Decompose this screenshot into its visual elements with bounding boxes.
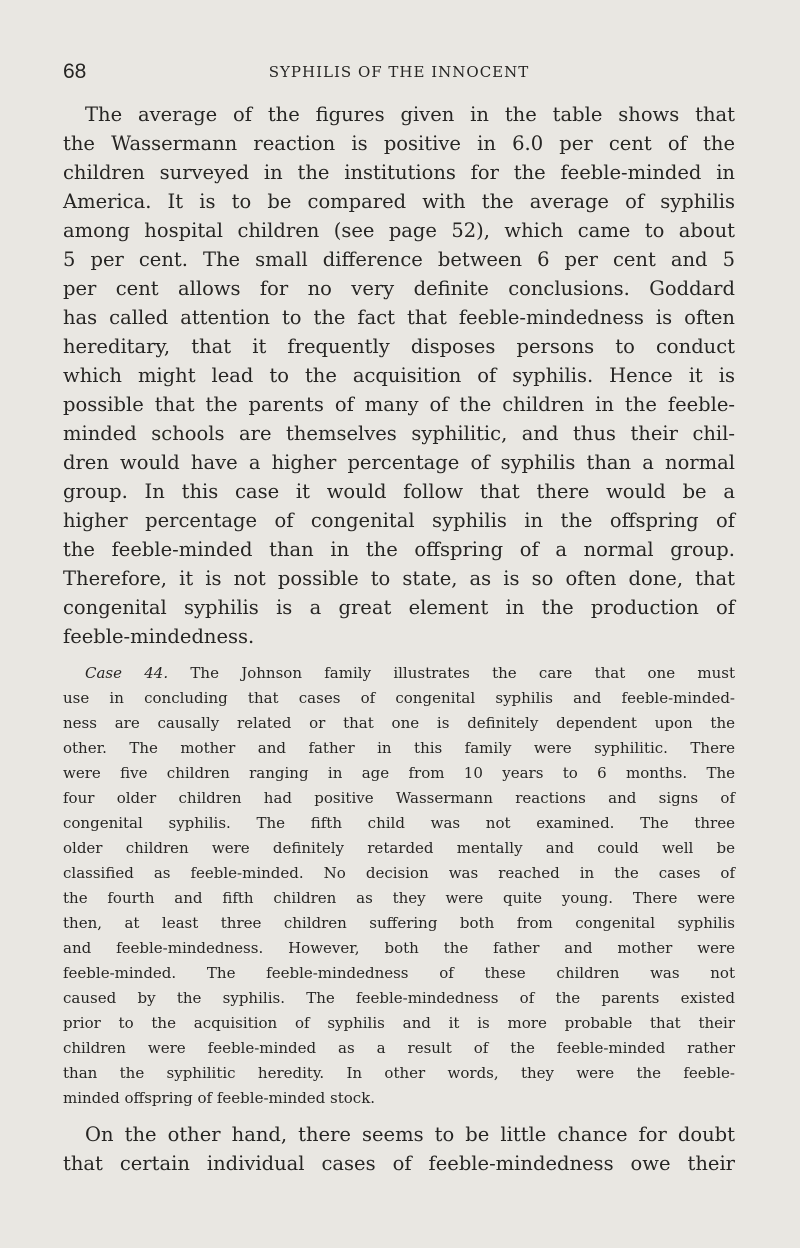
paragraph-average-figures <box>63 100 735 651</box>
text-line: than the syphilitic heredity. In other words, they were the feeble- <box>63 1064 735 1082</box>
text-line: per cent allows for no very definite conclusions. Goddard <box>63 277 735 300</box>
text-line: dren would have a higher percentage of syphilis than a normal <box>63 451 735 474</box>
text-line: the Wassermann reaction is positive in 6.0 per cent of the <box>63 132 735 155</box>
text-line: classified as feeble-minded. No decision was reached in the cases of <box>63 864 735 882</box>
text-line: among hospital children (see page 52), which came to about <box>63 219 735 242</box>
text-line: hereditary, that it frequently disposes persons to conduct <box>63 335 735 358</box>
text-line: and feeble-mindedness. However, both the father and mother were <box>63 939 735 957</box>
text-line: the fourth and fifth children as they were quite young. There were <box>63 889 735 907</box>
text-line: On the other hand, there seems to be little chance for doubt <box>85 1123 735 1146</box>
text-line: 5 per cent. The small difference between 6 per cent and 5 <box>63 248 735 271</box>
text-line: minded offspring of feeble-minded stock. <box>63 1089 376 1107</box>
text-line: group. In this case it would follow that there would be a <box>63 480 735 503</box>
text-line: children were feeble-minded as a result of the feeble-minded rather <box>63 1039 735 1057</box>
text-line: older children were definitely retarded mentally and could well be <box>63 839 735 857</box>
text-line: four older children had positive Wassermann reactions and signs of <box>63 789 735 807</box>
text-line: feeble-mindedness. <box>63 625 255 648</box>
text-line: the feeble-minded than in the offspring of a normal group. <box>63 538 735 561</box>
case-44-paragraph <box>63 661 735 1111</box>
text-line: has called attention to the fact that feeble-mindedness is often <box>63 306 735 329</box>
text-line: that certain individual cases of feeble-mindedness owe their <box>63 1152 735 1175</box>
text-line: America. It is to be compared with the average of syphilis <box>63 190 735 213</box>
text-line: which might lead to the acquisition of syphilis. Hence it is <box>63 364 735 387</box>
text-line: other. The mother and father in this family were syphilitic. There <box>63 739 735 757</box>
text-line: prior to the acquisition of syphilis and it is more probable that their <box>63 1014 735 1032</box>
running-title: SYPHILIS OF THE INNOCENT <box>268 63 530 81</box>
text-line: were five children ranging in age from 10 years to 6 months. The <box>63 764 735 782</box>
text-line: higher percentage of congenital syphilis in the offspring of <box>63 509 735 532</box>
text-line: possible that the parents of many of the children in the feeble- <box>63 393 735 416</box>
case-first-line-text: The Johnson family illustrates the care that one must <box>190 664 735 682</box>
paragraph-other-hand <box>63 1120 735 1178</box>
text-line: caused by the syphilis. The feeble-mindedness of the parents existed <box>63 989 735 1007</box>
text-line: use in concluding that cases of congenital syphilis and feeble-minded- <box>63 689 735 707</box>
text-line: The average of the figures given in the table shows that <box>85 103 735 126</box>
text-line: congenital syphilis. The fifth child was not examined. The three <box>63 814 735 832</box>
case-first-line <box>63 661 735 686</box>
text-line: congenital syphilis is a great element in the production of <box>63 596 735 619</box>
text-line: ness are causally related or that one is definitely dependent upon the <box>63 714 735 732</box>
text-line: minded schools are themselves syphilitic, and thus their chil- <box>63 422 735 445</box>
page-header <box>63 60 735 90</box>
text-line: children surveyed in the institutions for the feeble-minded in <box>63 161 735 184</box>
case-label: Case 44. <box>85 664 169 682</box>
page-number: 68 <box>63 60 87 83</box>
text-line: then, at least three children suffering both from congenital syphilis <box>63 914 735 932</box>
text-line: feeble-minded. The feeble-mindedness of these children was not <box>63 964 735 982</box>
text-line: Therefore, it is not possible to state, as is so often done, that <box>63 567 735 590</box>
